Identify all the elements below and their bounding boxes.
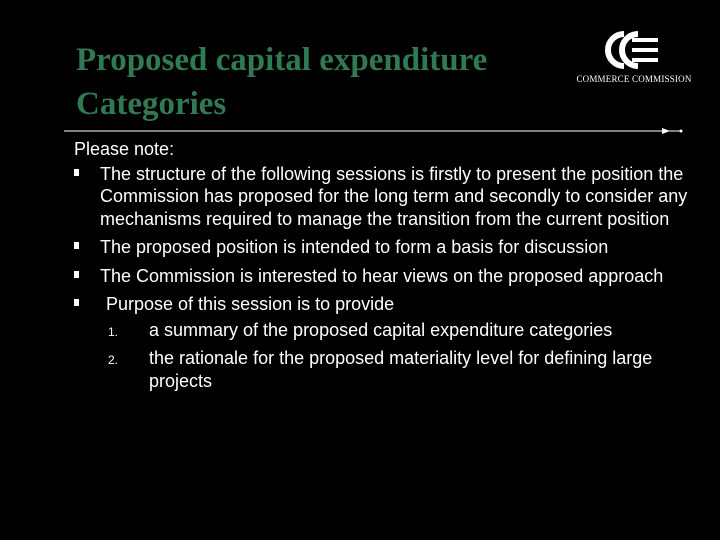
bullet-text: The Commission is interested to hear views on the proposed approach	[100, 265, 664, 286]
square-bullet-icon	[74, 242, 79, 249]
note-heading: Please note:	[74, 139, 175, 159]
sub-item-text: a summary of the proposed capital expenditure categories	[149, 319, 613, 340]
sub-item-number: 1.	[108, 324, 119, 339]
slide-body	[74, 138, 694, 398]
title-line-1: Proposed capital expenditure	[76, 42, 488, 78]
square-bullet-icon	[74, 271, 79, 278]
title-divider	[64, 124, 684, 138]
logo-emblem-icon	[566, 26, 702, 74]
slide-title	[76, 38, 576, 126]
bullet-item	[74, 236, 694, 259]
commerce-commission-logo	[566, 26, 702, 90]
sub-item-text: the rationale for the proposed materiality level for defining large projects	[149, 348, 653, 391]
square-bullet-icon	[74, 169, 79, 176]
logo-text: COMMERCE COMMISSION	[576, 74, 692, 84]
numbered-sublist	[100, 319, 694, 393]
title-line-2: Categories	[76, 86, 227, 122]
bullet-item	[74, 163, 694, 231]
bullet-list	[74, 163, 694, 393]
bullet-text: Purpose of this session is to provide	[106, 294, 395, 314]
bullet-text: The proposed position is intended to form a basis for discussion	[100, 237, 609, 257]
sub-item-number: 2.	[108, 353, 119, 367]
square-bullet-icon	[74, 299, 79, 306]
sub-item	[100, 319, 694, 342]
sub-item	[100, 347, 694, 392]
bullet-item	[74, 265, 694, 288]
bullet-text: The structure of the following sessions is firstly to present the position the Commission has proposed for the long term and secondly to consider any mechanisms required to manage the transition from the current position	[100, 163, 688, 229]
bullet-item	[74, 293, 694, 392]
